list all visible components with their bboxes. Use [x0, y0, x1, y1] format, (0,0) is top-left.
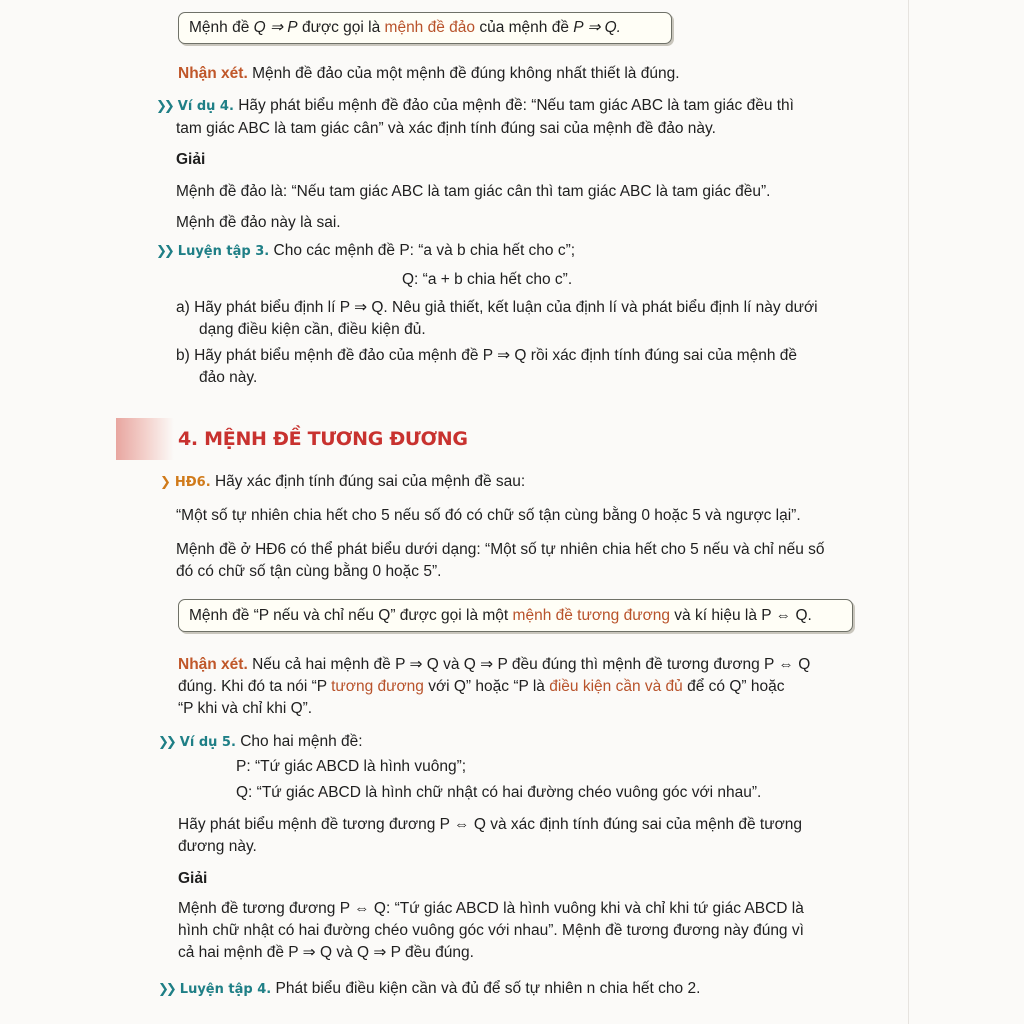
example-4-line1: ❯❯ Ví dụ 4. Hãy phát biểu mệnh đề đảo của mệnh đề: “Nếu tam giác ABC là tam giác đều thì	[156, 97, 794, 114]
solution-label: Giải	[176, 151, 206, 168]
practice-3-b1: b) Hãy phát biểu mệnh đề đảo của mệnh đề P ⇒ Q rồi xác định tính đúng sai của mệnh đề	[176, 347, 798, 364]
definition-box-converse: Mệnh đề Q ⇒ P được gọi là mệnh đề đảo của mệnh đề P ⇒ Q.	[178, 12, 672, 44]
chevron-right-icon: ❯	[160, 475, 171, 490]
example-5-ask2: đương này.	[178, 838, 257, 855]
double-chevron-icon: ❯❯	[156, 244, 172, 259]
solution-label: Giải	[178, 870, 208, 887]
section-title: 4. MỆNH ĐỀ TƯƠNG ĐƯƠNG	[178, 428, 468, 450]
practice-3-a1: a) Hãy phát biểu định lí P ⇒ Q. Nêu giả thiết, kết luận của định lí và phát biểu định lí này dưới	[176, 299, 818, 316]
double-chevron-icon: ❯❯	[158, 735, 174, 750]
example-5-line1: ❯❯ Ví dụ 5. Cho hai mệnh đề:	[158, 733, 363, 750]
example-4-solution2: Mệnh đề đảo này là sai.	[176, 214, 341, 231]
example-5-ask1: Hãy phát biểu mệnh đề tương đương P ⇔ Q và xác định tính đúng sai của mệnh đề tương	[178, 816, 803, 833]
example-5-solution3: cả hai mệnh đề P ⇒ Q và Q ⇒ P đều đúng.	[178, 944, 474, 961]
example-4-line2: tam giác ABC là tam giác cân” và xác định tính đúng sai của mệnh đề đảo này.	[176, 120, 716, 137]
practice-3-a2: dạng điều kiện cần, điều kiện đủ.	[199, 321, 426, 338]
double-chevron-icon: ❯❯	[156, 99, 172, 114]
term-converse: mệnh đề đảo	[384, 19, 476, 36]
activity-hd6-p2: đó có chữ số tận cùng bằng 0 hoặc 5”.	[176, 563, 442, 580]
activity-hd6-quote: “Một số tự nhiên chia hết cho 5 nếu số đó có chữ số tận cùng bằng 0 hoặc 5 và ngược lại”.	[176, 507, 801, 524]
example-4-solution1: Mệnh đề đảo là: “Nếu tam giác ABC là tam giác cân thì tam giác ABC là tam giác đều”.	[176, 183, 771, 200]
activity-hd6-p1: Mệnh đề ở HĐ6 có thể phát biểu dưới dạng: “Một số tự nhiên chia hết cho 5 nếu và chỉ nếu số	[176, 541, 825, 558]
example-5-q: Q: “Tứ giác ABCD là hình chữ nhật có hai đường chéo vuông góc với nhau”.	[236, 784, 762, 801]
practice-3-line2: Q: “a + b chia hết cho c”.	[402, 271, 573, 288]
term-equivalence: mệnh đề tương đương	[512, 607, 670, 624]
remark-2-line2: đúng. Khi đó ta nói “P tương đương với Q” hoặc “P là điều kiện cần và đủ để có Q” hoặc	[178, 678, 785, 695]
page-edge	[908, 0, 909, 1024]
example-5-solution1: Mệnh đề tương đương P ⇔ Q: “Tứ giác ABCD là hình vuông khi và chỉ khi tứ giác ABCD là	[178, 900, 804, 917]
remark-1: Nhận xét. Mệnh đề đảo của một mệnh đề đúng không nhất thiết là đúng.	[178, 65, 680, 82]
example-5-p: P: “Tứ giác ABCD là hình vuông”;	[236, 758, 467, 775]
remark-2-line3: “P khi và chỉ khi Q”.	[178, 700, 313, 717]
definition-box-equivalence: Mệnh đề “P nếu và chỉ nếu Q” được gọi là một mệnh đề tương đương và kí hiệu là P ⇔ Q.	[178, 599, 853, 632]
example-5-solution2: hình chữ nhật có hai đường chéo vuông góc với nhau”. Mệnh đề tương đương này đúng vì	[178, 922, 804, 939]
section-marker-bar	[116, 418, 174, 460]
practice-4: ❯❯ Luyện tập 4. Phát biểu điều kiện cần và đủ để số tự nhiên n chia hết cho 2.	[158, 980, 701, 997]
remark-2-line1: Nhận xét. Nếu cả hai mệnh đề P ⇒ Q và Q ⇒ P đều đúng thì mệnh đề tương đương P ⇔ Q	[178, 656, 811, 673]
practice-3-b2: đảo này.	[199, 369, 258, 386]
practice-3-line1: ❯❯ Luyện tập 3. Cho các mệnh đề P: “a và b chia hết cho c”;	[156, 242, 576, 259]
activity-hd6-line1: ❯ HĐ6. Hãy xác định tính đúng sai của mệnh đề sau:	[160, 473, 526, 490]
double-chevron-icon: ❯❯	[158, 982, 174, 997]
